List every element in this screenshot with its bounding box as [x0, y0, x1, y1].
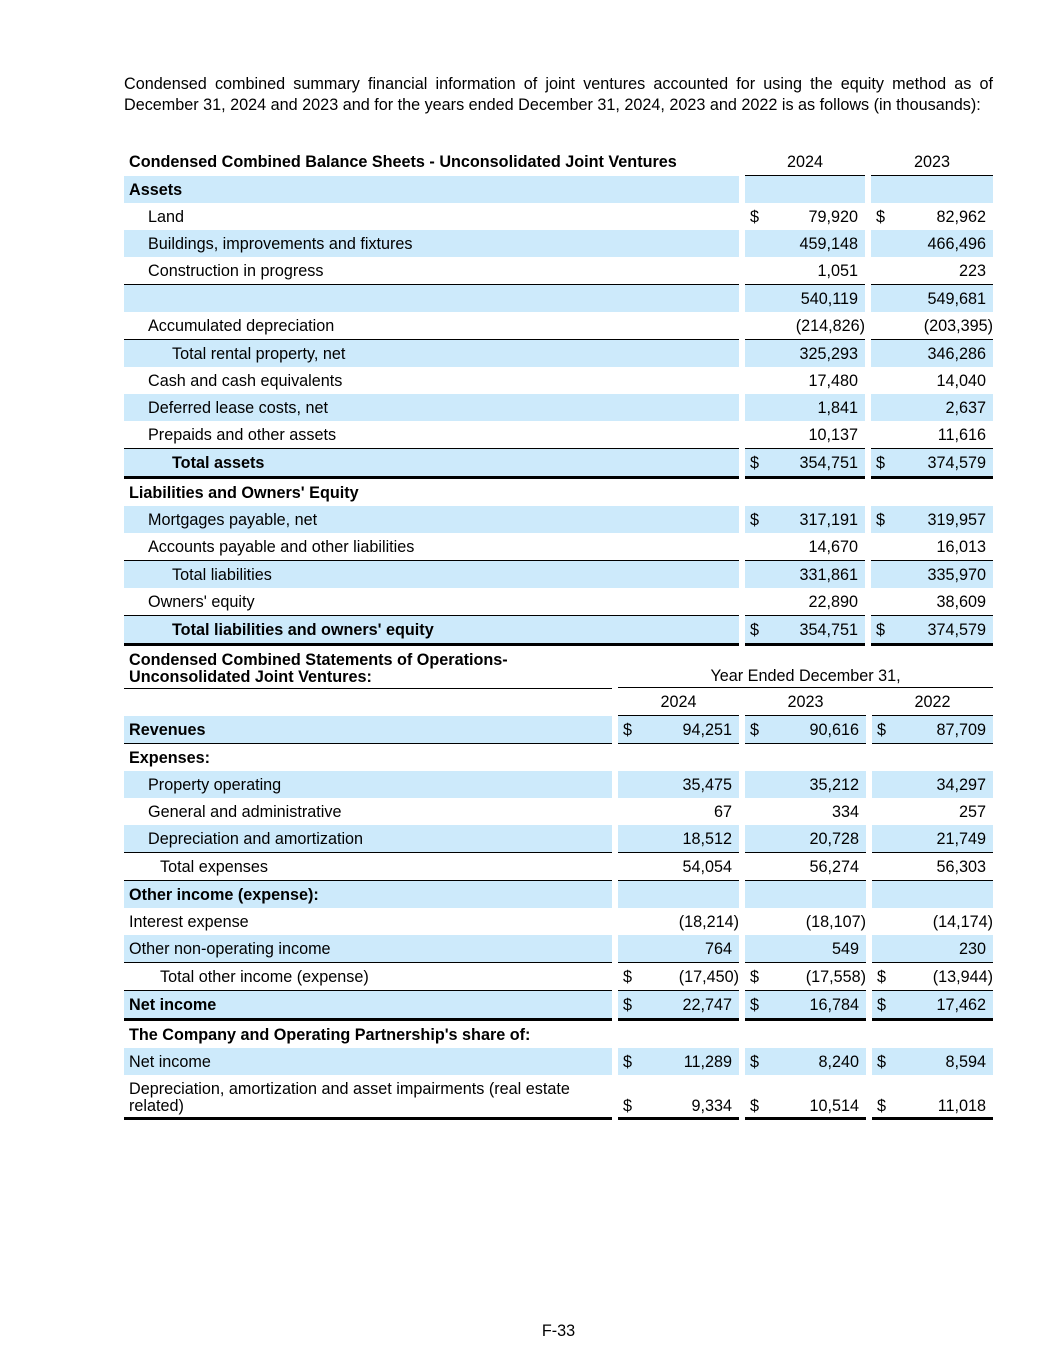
operations-title-line2: Unconsolidated Joint Ventures:: [129, 668, 372, 686]
value-2023: 374,579: [899, 448, 993, 479]
row-label: Total rental property, net: [124, 339, 739, 367]
operations-header-row: [124, 648, 993, 688]
table-row: [124, 716, 993, 744]
value-2023: 346,286: [899, 339, 993, 367]
value-2022: 17,462: [900, 991, 993, 1021]
value-2024: (17,450): [646, 962, 739, 991]
currency-symbol: $: [871, 615, 899, 646]
value-2024: 9,334: [646, 1075, 739, 1120]
value-2023: 8,240: [773, 1048, 866, 1075]
row-label: Accounts payable and other liabilities: [148, 537, 415, 556]
currency-symbol: $: [745, 448, 773, 479]
currency-symbol: $: [745, 1048, 773, 1075]
value-2023: 38,609: [936, 592, 987, 611]
row-label: Construction in progress: [148, 261, 324, 280]
expenses-heading-row: [124, 744, 993, 771]
row-label: Interest expense: [129, 912, 249, 931]
table-row: [124, 257, 993, 284]
other-income-heading: Other income (expense):: [124, 881, 612, 908]
currency-symbol: $: [872, 991, 900, 1021]
value-2024: 331,861: [773, 560, 865, 588]
currency-symbol: $: [618, 1048, 646, 1075]
operations-col-2022: 2022: [872, 688, 993, 716]
value-2023: 11,616: [937, 425, 987, 444]
share-heading: The Company and Operating Partnership's share of:: [129, 1025, 531, 1044]
value-2023: 14,040: [936, 371, 987, 390]
value-2024: 54,054: [646, 852, 739, 881]
table-row: [124, 771, 993, 798]
operations-year-row: [124, 688, 993, 716]
liabilities-heading-row: [124, 479, 993, 506]
table-row: [124, 560, 993, 588]
currency-symbol: $: [745, 1075, 773, 1120]
row-label: Mortgages payable, net: [124, 506, 739, 533]
row-label: General and administrative: [148, 802, 342, 821]
table-row: [124, 991, 993, 1021]
value-2024: 11,289: [646, 1048, 739, 1075]
table-row: [124, 1048, 993, 1075]
value-2024: 22,890: [808, 592, 859, 611]
value-2023: 466,496: [899, 230, 993, 257]
currency-symbol: $: [872, 716, 900, 744]
page-number: F-33: [541, 1322, 576, 1340]
row-label: Owners' equity: [148, 592, 255, 611]
row-label: Total other income (expense): [124, 962, 612, 991]
table-row: [124, 798, 993, 825]
value-2024: 325,293: [773, 339, 865, 367]
value-2023: 16,013: [936, 537, 987, 556]
table-row: [124, 367, 993, 394]
value-2023: 549,681: [899, 284, 993, 312]
row-label: Total assets: [124, 448, 739, 479]
operations-title: [124, 648, 612, 688]
balance-header-row: [124, 148, 993, 176]
operations-col-2024: 2024: [618, 688, 739, 716]
value-2023: 223: [959, 261, 987, 280]
value-2022: 8,594: [900, 1048, 993, 1075]
row-label: Other non-operating income: [124, 935, 612, 962]
table-row: [124, 935, 993, 962]
value-2024: 14,670: [808, 537, 859, 556]
value-2022: 257: [959, 802, 987, 821]
value-2022: 56,303: [900, 852, 993, 881]
balance-col-2024: 2024: [745, 148, 865, 176]
table-row: [124, 852, 993, 881]
operations-title-line1: Condensed Combined Statements of Operations-: [129, 651, 508, 669]
value-2024: 317,191: [773, 506, 865, 533]
share-dep-label-line1: Depreciation, amortization and asset impairments (real estate: [129, 1080, 570, 1098]
value-2022: (14,174): [932, 912, 994, 931]
assets-heading: Assets: [124, 176, 739, 203]
table-row: [124, 908, 993, 935]
table-row: [124, 506, 993, 533]
row-label: Deferred lease costs, net: [124, 394, 739, 421]
value-2023: 82,962: [936, 207, 987, 226]
value-2023: (17,558): [773, 962, 866, 991]
value-2023: (18,107): [805, 912, 866, 931]
value-2024: 354,751: [773, 448, 865, 479]
value-2023: 16,784: [773, 991, 866, 1021]
currency-symbol: $: [750, 207, 760, 226]
currency-symbol: $: [745, 506, 773, 533]
table-row: [124, 284, 993, 312]
currency-symbol: $: [872, 962, 900, 991]
table-row: [124, 615, 993, 646]
currency-symbol: $: [618, 962, 646, 991]
table-row: [124, 312, 993, 339]
expenses-heading: Expenses:: [129, 748, 210, 767]
value-2024: 79,920: [808, 207, 859, 226]
balance-title: Condensed Combined Balance Sheets - Unconsolidated Joint Ventures: [129, 153, 677, 171]
value-2023: 549: [773, 935, 866, 962]
value-2023: 374,579: [899, 615, 993, 646]
row-label: Total liabilities and owners' equity: [124, 615, 739, 646]
value-2024: 1,051: [817, 261, 859, 280]
row-label: Prepaids and other assets: [148, 425, 337, 444]
table-row: [124, 203, 993, 230]
table-row: [124, 588, 993, 615]
value-2024: 354,751: [773, 615, 865, 646]
row-label: [124, 1075, 612, 1120]
value-2024: 764: [646, 935, 739, 962]
table-row: [124, 962, 993, 991]
year-ended-header: Year Ended December 31,: [618, 648, 993, 688]
value-2023: 334: [831, 802, 859, 821]
value-2022: 87,709: [900, 716, 993, 744]
value-2024: 459,148: [773, 230, 865, 257]
table-row: [124, 230, 993, 257]
currency-symbol: $: [745, 991, 773, 1021]
row-label: Total expenses: [124, 852, 612, 881]
value-2024: (18,214): [678, 912, 739, 931]
balance-col-2023: 2023: [871, 148, 993, 176]
currency-symbol: $: [745, 615, 773, 646]
balance-sheet-table: [124, 148, 993, 646]
table-row: [124, 394, 993, 421]
table-row: [124, 421, 993, 448]
row-label: Total liabilities: [124, 560, 739, 588]
value-2023: 56,274: [773, 852, 866, 881]
value-2024: 540,119: [773, 284, 865, 312]
table-row: [124, 533, 993, 560]
currency-symbol: $: [618, 991, 646, 1021]
value-2024: 67: [713, 802, 732, 821]
row-label: Depreciation and amortization: [124, 825, 612, 852]
table-row: [124, 448, 993, 479]
value-2024: 22,747: [646, 991, 739, 1021]
row-label: Property operating: [124, 771, 612, 798]
currency-symbol: $: [876, 207, 886, 226]
value-2024: 17,480: [808, 371, 859, 390]
currency-symbol: $: [618, 716, 646, 744]
value-2024: 35,475: [646, 771, 739, 798]
value-2023: 35,212: [773, 771, 866, 798]
row-label: Buildings, improvements and fixtures: [124, 230, 739, 257]
table-row: [124, 1075, 993, 1120]
value-2023: 90,616: [773, 716, 866, 744]
currency-symbol: $: [745, 716, 773, 744]
row-label: Revenues: [124, 716, 612, 744]
currency-symbol: $: [872, 1075, 900, 1120]
value-2024: 1,841: [773, 394, 865, 421]
value-2022: (13,944): [900, 962, 993, 991]
other-heading-row: [124, 881, 993, 908]
currency-symbol: $: [871, 506, 899, 533]
value-2022: 21,749: [900, 825, 993, 852]
liabilities-heading: Liabilities and Owners' Equity: [129, 483, 359, 502]
value-2024: 18,512: [646, 825, 739, 852]
share-dep-label-line2: related): [129, 1097, 184, 1115]
intro-paragraph: Condensed combined summary financial information of joint ventures accounted for using the equity method as of December 31, 2024 and 2023 and for the years ended December 31, 2024, 2023 and 2022 is as follows (in thousands):: [124, 75, 993, 114]
value-2022: 230: [900, 935, 993, 962]
value-2024: (214,826): [795, 316, 866, 335]
value-2023: 10,514: [773, 1075, 866, 1120]
operations-col-2023: 2023: [745, 688, 866, 716]
value-2023: 20,728: [773, 825, 866, 852]
value-2022: 11,018: [900, 1075, 993, 1120]
assets-heading-row: [124, 176, 993, 203]
row-label: Net income: [124, 1048, 612, 1075]
operations-table: [124, 648, 993, 1120]
row-label: Cash and cash equivalents: [148, 371, 343, 390]
row-label: Net income: [124, 991, 612, 1021]
value-2023: 2,637: [899, 394, 993, 421]
share-heading-row: [124, 1021, 993, 1048]
table-row: [124, 339, 993, 367]
value-2023: (203,395): [923, 316, 994, 335]
row-label: Accumulated depreciation: [148, 316, 335, 335]
row-label: Land: [148, 207, 185, 226]
currency-symbol: $: [745, 962, 773, 991]
value-2023: 319,957: [899, 506, 993, 533]
value-2023: 335,970: [899, 560, 993, 588]
value-2022: 34,297: [900, 771, 993, 798]
currency-symbol: $: [871, 448, 899, 479]
currency-symbol: $: [618, 1075, 646, 1120]
value-2024: 10,137: [808, 425, 859, 444]
table-row: [124, 825, 993, 852]
value-2024: 94,251: [646, 716, 739, 744]
currency-symbol: $: [872, 1048, 900, 1075]
